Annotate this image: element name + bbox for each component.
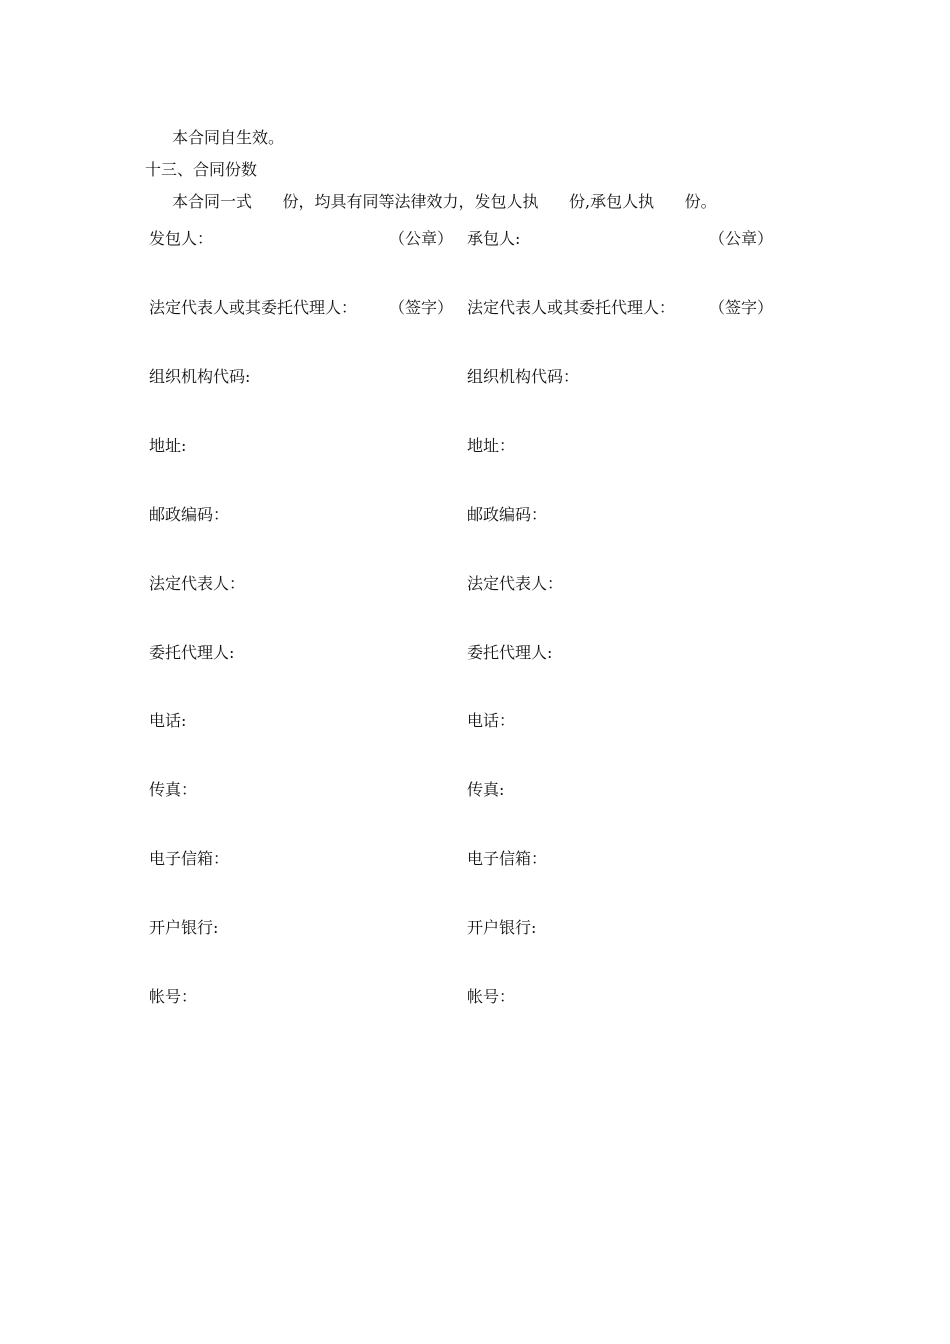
- signature-row-representative: [149, 297, 774, 319]
- signature-row-fax: [149, 779, 769, 801]
- signature-row-org-code: [149, 366, 769, 388]
- signature-row-postcode: [149, 504, 769, 526]
- employer-agent-label: 委托代理人:: [149, 643, 235, 662]
- effective-clause: 本合同自生效。: [172, 128, 285, 147]
- contractor-phone-label: 电话：: [467, 711, 516, 730]
- employer-signature-note: （签字）: [389, 298, 454, 317]
- contractor-bank-label: 开户银行:: [467, 918, 537, 937]
- signature-row-bank: [149, 917, 769, 939]
- contractor-postcode-label: 邮政编码：: [467, 505, 548, 524]
- copies-clause: 本合同一式 份，均具有同等法律效力，发包人执 份,承包人执 份。: [172, 192, 717, 211]
- contractor-legal-rep-label: 法定代表人：: [467, 574, 564, 593]
- signature-row-agent: [149, 642, 769, 664]
- employer-fax-label: 传真：: [149, 780, 198, 799]
- employer-legal-rep-label: 法定代表人：: [149, 574, 246, 593]
- contractor-email-label: 电子信箱：: [467, 849, 548, 868]
- contractor-seal-note: （公章）: [709, 229, 774, 248]
- contractor-account-label: 帐号：: [467, 987, 516, 1006]
- employer-email-label: 电子信箱：: [149, 849, 230, 868]
- signature-row-legal-rep: [149, 573, 769, 595]
- contractor-representative-label: 法定代表人或其委托代理人：: [467, 298, 676, 317]
- contractor-signature-note: （签字）: [709, 298, 774, 317]
- signature-row-party: [149, 228, 774, 250]
- signature-row-address: [149, 435, 769, 457]
- employer-postcode-label: 邮政编码：: [149, 505, 230, 524]
- signature-row-account: [149, 986, 769, 1008]
- contractor-agent-label: 委托代理人:: [467, 643, 553, 662]
- signature-row-email: [149, 848, 769, 870]
- signature-row-phone: [149, 710, 769, 732]
- contractor-label: 承包人:: [467, 229, 521, 248]
- employer-bank-label: 开户银行:: [149, 918, 219, 937]
- employer-representative-label: 法定代表人或其委托代理人：: [149, 298, 358, 317]
- employer-account-label: 帐号：: [149, 987, 198, 1006]
- employer-seal-note: （公章）: [389, 229, 454, 248]
- employer-org-code-label: 组织机构代码:: [149, 367, 251, 386]
- contractor-org-code-label: 组织机构代码：: [467, 367, 580, 386]
- employer-label: 发包人：: [149, 229, 214, 248]
- contractor-address-label: 地址：: [467, 436, 516, 455]
- section-heading: 十三、合同份数: [145, 160, 258, 179]
- employer-phone-label: 电话:: [149, 711, 187, 730]
- employer-address-label: 地址:: [149, 436, 187, 455]
- contractor-fax-label: 传真:: [467, 780, 505, 799]
